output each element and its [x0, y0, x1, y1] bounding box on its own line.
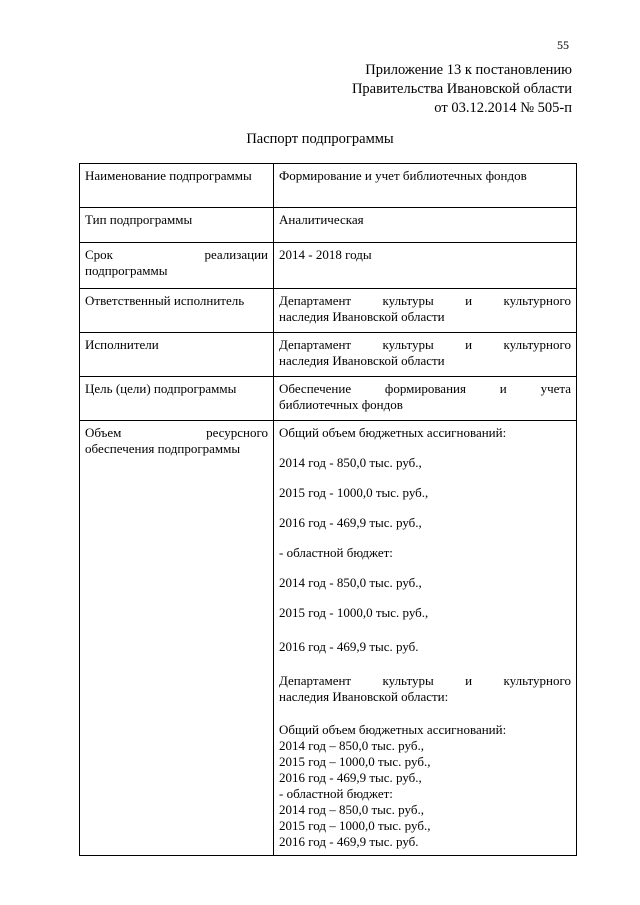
label-line: Срок реализации — [85, 247, 268, 262]
page-number: 55 — [557, 38, 569, 52]
funding-line: 2014 год - 850,0 тыс. руб., — [279, 575, 422, 590]
funding-line: Общий объем бюджетных ассигнований: — [279, 722, 507, 737]
table-row — [80, 208, 577, 243]
funding-line: 2015 год - 1000,0 тыс. руб., — [279, 605, 429, 620]
dept-funding-block — [279, 722, 571, 850]
row-value: 2014 - 2018 годы — [274, 243, 577, 289]
row-value: Аналитическая — [274, 208, 577, 243]
table-row — [80, 333, 577, 377]
row-label — [80, 421, 274, 856]
value-line: Департамент культуры и культурного — [279, 337, 571, 352]
funding-line: 2014 год - 850,0 тыс. руб., — [279, 455, 422, 470]
value-line: Обеспечение формирования и учета — [279, 381, 571, 396]
appendix-header — [352, 61, 572, 118]
document-title: Паспорт подпрограммы — [246, 131, 394, 147]
table-row — [80, 243, 577, 289]
value-line: Департамент культуры и культурного — [279, 293, 571, 308]
row-label — [80, 243, 274, 289]
row-label: Ответственный исполнитель — [80, 289, 274, 333]
value-line: наследия Ивановской области — [279, 353, 445, 368]
funding-line: 2015 год – 1000,0 тыс. руб., — [279, 818, 431, 833]
funding-line: 2014 год – 850,0 тыс. руб., — [279, 738, 424, 753]
funding-line: 2015 год – 1000,0 тыс. руб., — [279, 754, 431, 769]
appendix-line: Правительства Ивановской области — [351, 81, 572, 97]
label-line: обеспечения подпрограммы — [85, 441, 241, 456]
appendix-line: от 03.12.2014 № 505-п — [434, 100, 572, 116]
table-row — [80, 377, 577, 421]
row-label: Цель (цели) подпрограммы — [80, 377, 274, 421]
funding-line: 2016 год - 469,9 тыс. руб., — [279, 770, 422, 785]
value-line: наследия Ивановской области — [279, 309, 445, 324]
table-row — [80, 421, 577, 856]
value-line: библиотечных фондов — [279, 397, 403, 412]
funding-value — [274, 421, 577, 856]
funding-line — [279, 673, 571, 705]
row-value — [274, 289, 577, 333]
label-line: Объем ресурсного — [85, 425, 268, 440]
row-value: Формирование и учет библиотечных фондов — [274, 164, 577, 208]
row-label: Исполнители — [80, 333, 274, 377]
funding-line: - областной бюджет: — [279, 545, 393, 560]
passport-table — [79, 163, 577, 856]
row-value — [274, 377, 577, 421]
label-line: подпрограммы — [85, 263, 168, 278]
funding-line: 2016 год - 469,9 тыс. руб., — [279, 515, 422, 530]
funding-line: 2015 год - 1000,0 тыс. руб., — [279, 485, 429, 500]
funding-line: Общий объем бюджетных ассигнований: — [279, 425, 507, 440]
funding-line: 2016 год - 469,9 тыс. руб. — [279, 834, 419, 849]
row-label: Тип подпрограммы — [80, 208, 274, 243]
dept-line: Департамент культуры и культурного — [279, 673, 571, 688]
row-label: Наименование подпрограммы — [80, 164, 274, 208]
table-row — [80, 164, 577, 208]
row-value — [274, 333, 577, 377]
funding-line: 2016 год - 469,9 тыс. руб. — [279, 639, 419, 654]
funding-line: 2014 год – 850,0 тыс. руб., — [279, 802, 424, 817]
funding-line: - областной бюджет: — [279, 786, 393, 801]
table-row — [80, 289, 577, 333]
appendix-line: Приложение 13 к постановлению — [365, 62, 572, 78]
dept-line: наследия Ивановской области: — [279, 689, 449, 704]
